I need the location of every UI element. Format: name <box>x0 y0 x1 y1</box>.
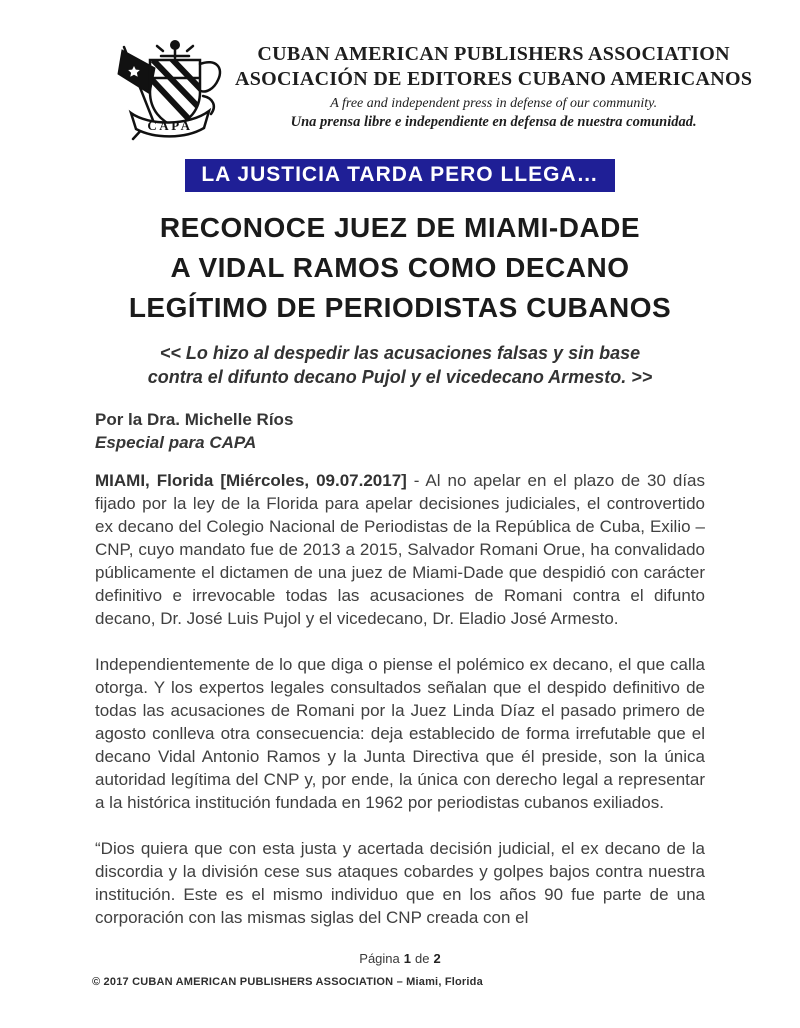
byline-credit: Especial para CAPA <box>95 433 257 452</box>
subheadline-line-2: contra el difunto decano Pujol y el vicedecano Armesto. >> <box>147 367 653 387</box>
logo-capa-text: CAPA <box>147 118 193 133</box>
subheadline-line-1: << Lo hizo al despedir las acusaciones falsas y sin base <box>159 343 641 363</box>
capa-logo <box>103 34 235 144</box>
banner-row <box>95 159 705 192</box>
headline <box>95 208 705 328</box>
byline <box>95 408 705 454</box>
headline-line-2: A VIDAL RAMOS COMO DECANO <box>170 252 630 283</box>
tagline-spanish: Una prensa libre e independiente en defensa de nuestra comunidad. <box>290 114 697 130</box>
masthead-text <box>235 34 798 131</box>
org-name-spanish: ASOCIACIÓN DE EDITORES CUBANO AMERICANOS <box>235 68 753 90</box>
copyright-line: © 2017 CUBAN AMERICAN PUBLISHERS ASSOCIATION – Miami, Florida <box>92 976 483 988</box>
headline-line-1: RECONOCE JUEZ DE MIAMI-DADE <box>159 212 641 243</box>
page-word: Página <box>359 951 400 966</box>
org-name-english: CUBAN AMERICAN PUBLISHERS ASSOCIATION <box>257 43 730 65</box>
paragraph-3: “Dios quiera que con esta justa y acertada decisión judicial, el ex decano de la discordia y la división cese sus ataques cobardes y golpes bajos contra nuestra institución. Este es el mismo individuo que en los años 90 fue parte de una corporación con las mismas siglas del CNP creada con el <box>95 839 705 927</box>
page-current: 1 <box>403 951 411 966</box>
page-number <box>0 951 800 966</box>
subheadline <box>95 341 705 389</box>
page-total: 2 <box>433 951 441 966</box>
paragraph-1-text: - Al no apelar en el plazo de 30 días fijado por la ley de la Florida para apelar decisiones judiciales, el controvertido ex decano del Colegio Nacional de Periodistas de la República de Cuba, Exilio – CNP, cuyo mandato fue de 2013 a 2015, Salvador Romani Orue, ha convalidado públicamente el dictamen de una juez de Miami-Dade que despidió con carácter definitivo e irrevocable todas las acusaciones de Romani contra el difunto decano, Dr. José Luis Pujol y el vicedecano, Dr. Eladio José Armesto. <box>95 471 705 628</box>
capa-crest-icon <box>103 34 235 144</box>
kicker-banner: LA JUSTICIA TARDA PERO LLEGA… <box>185 159 614 192</box>
tagline-english: A free and independent press in defense of our community. <box>330 96 658 111</box>
byline-author: Por la Dra. Michelle Ríos <box>95 410 294 429</box>
masthead <box>95 34 753 144</box>
headline-line-3: LEGÍTIMO DE PERIODISTAS CUBANOS <box>128 292 672 323</box>
page-separator: de <box>415 951 430 966</box>
paragraph-1 <box>95 469 705 630</box>
article-body <box>95 469 705 929</box>
dateline: MIAMI, Florida [Miércoles, 09.07.2017] <box>95 471 407 490</box>
paragraph-2: Independientemente de lo que diga o piense el polémico ex decano, el que calla otorga. Y los expertos legales consultados señalan que el despido definitivo de todas las acusaciones de Romani por la Juez Linda Díaz el pasado primero de agosto conlleva otra consecuencia: deja establecido de forma irrefutable que el decano Vidal Antonio Ramos y la Junta Directiva que él preside, son la única autoridad legítima del CNP y, por ende, la única con derecho legal a representar a la histórica institución fundada en 1962 por periodistas cubanos exiliados. <box>95 655 705 812</box>
